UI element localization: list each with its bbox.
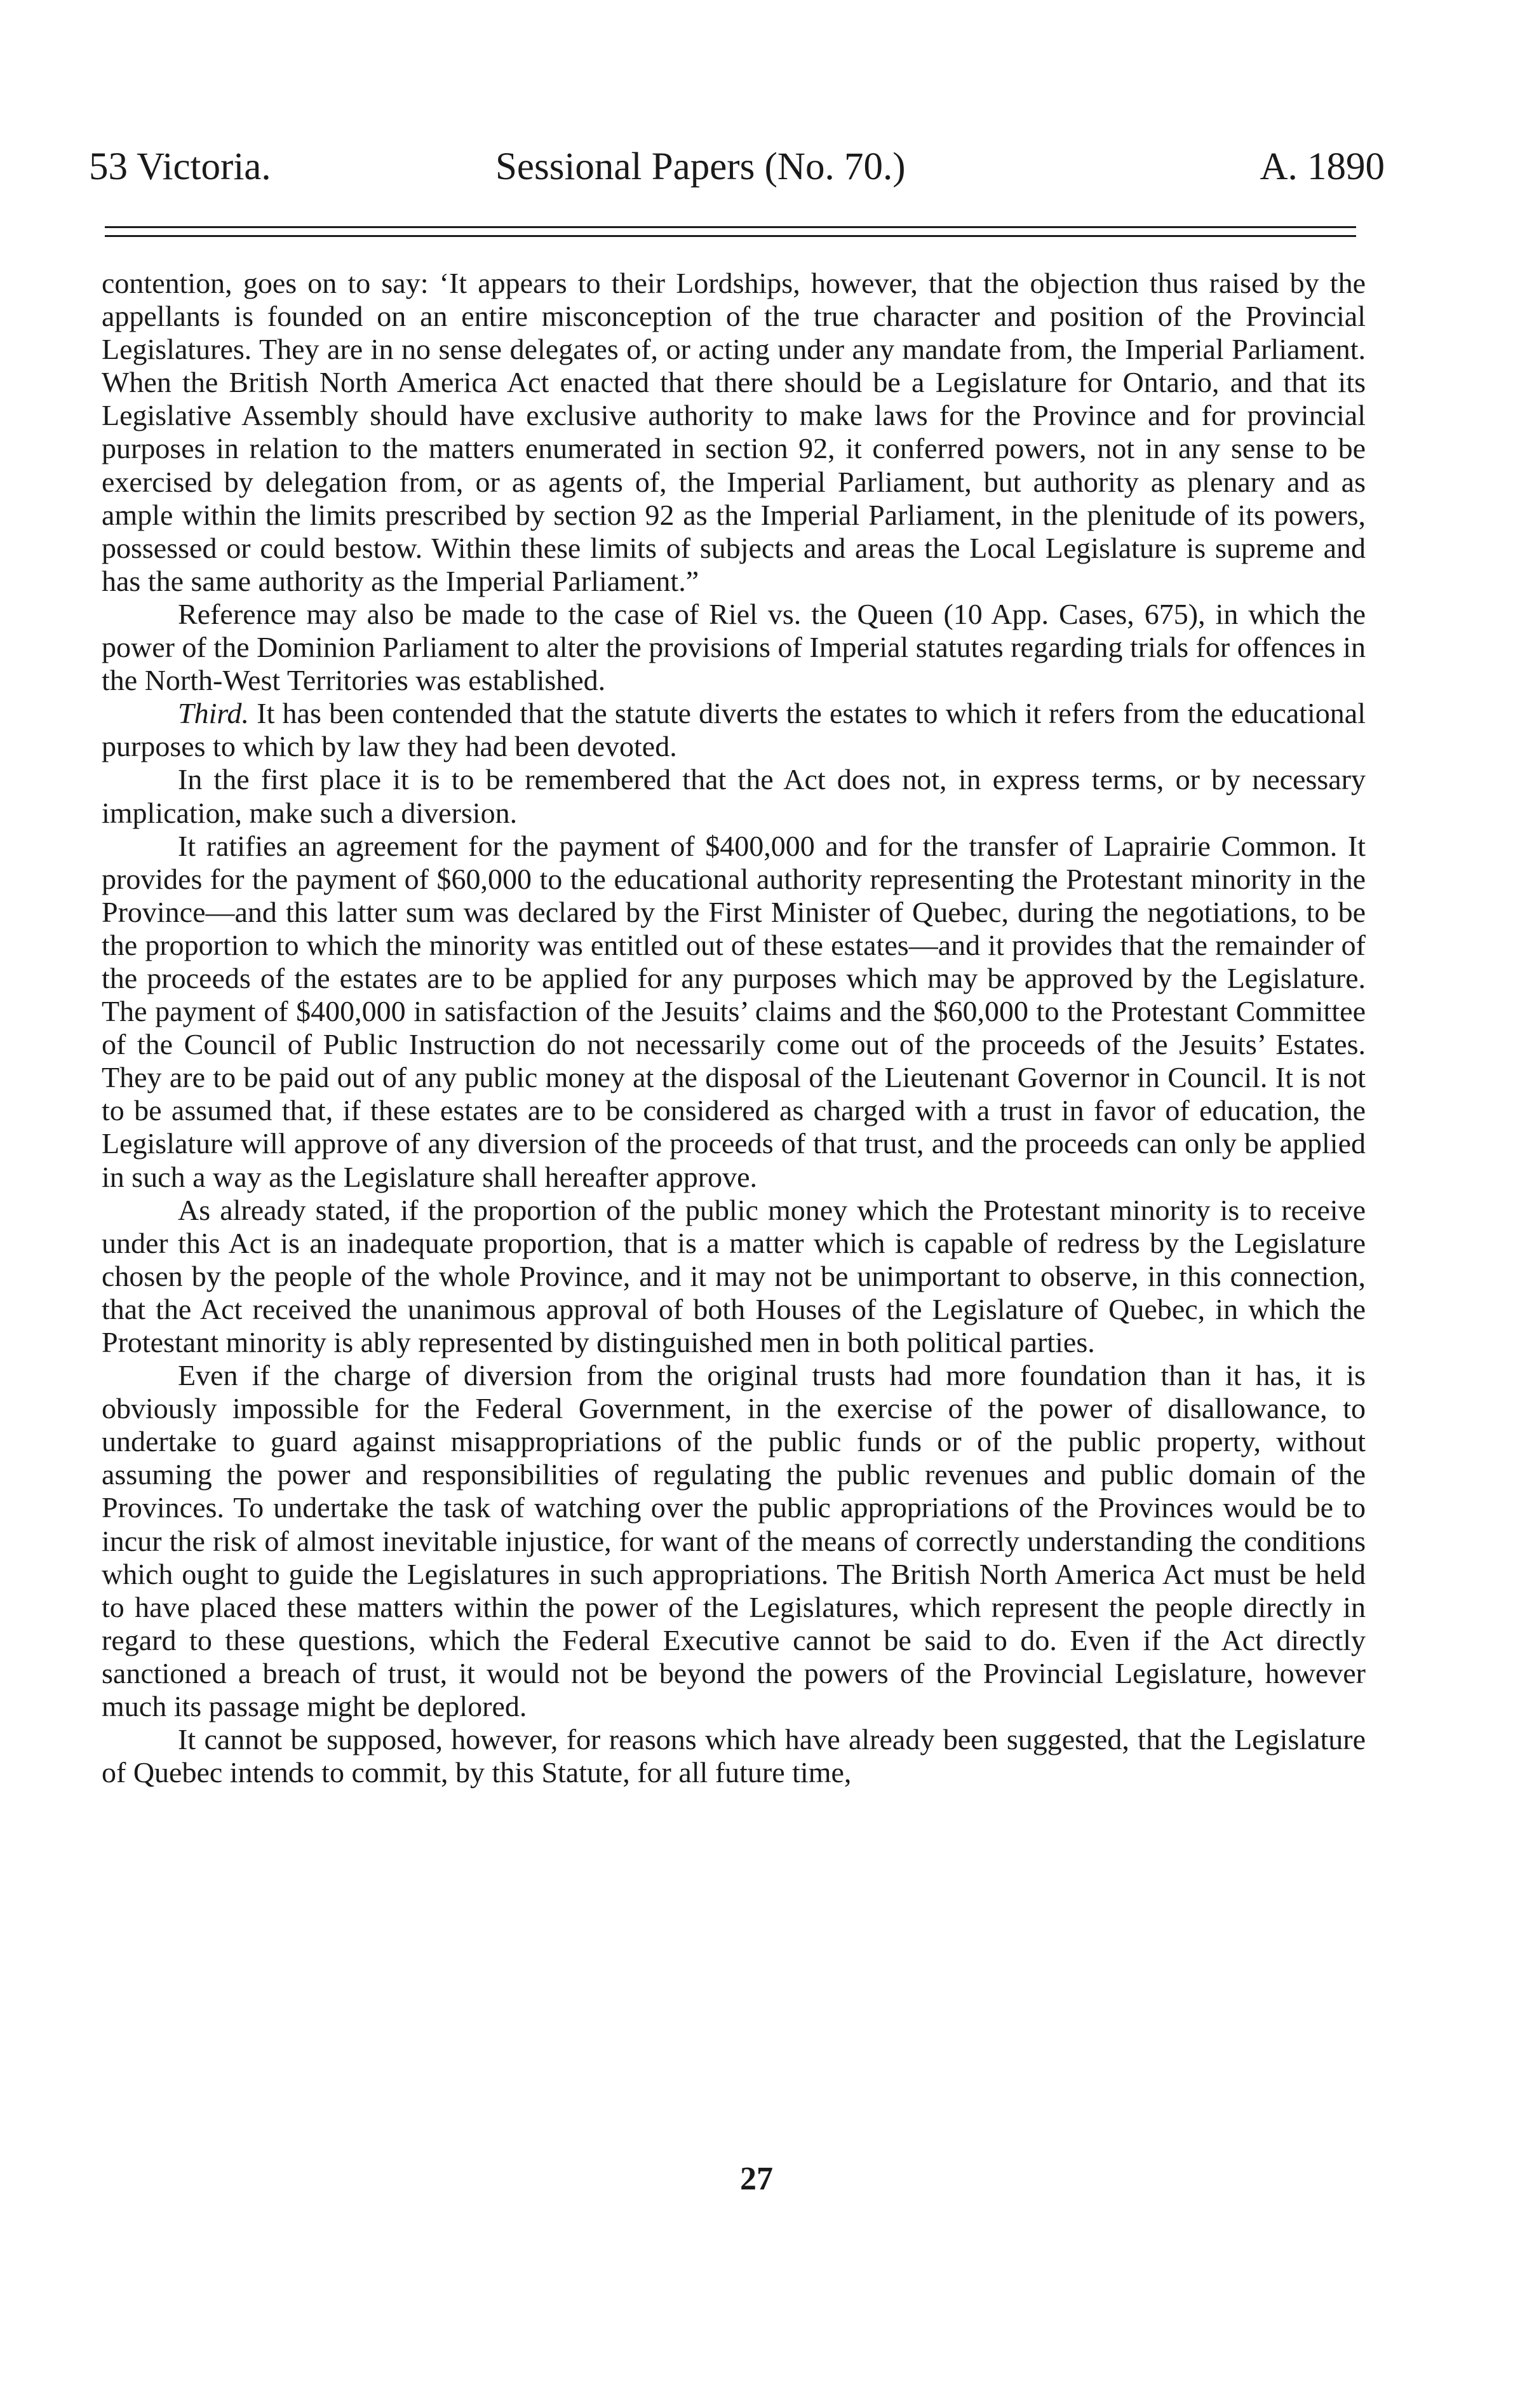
header-rule-top [105,226,1356,228]
header-title: Sessional Papers (No. 70.) [495,145,906,188]
third-label: Third. [178,697,250,730]
header-session: 53 Victoria. [89,145,271,188]
paragraph-agreement: It ratifies an agreement for the payment of $400,000 and for the transfer of Laprairie Common. It provides for the payment of $60,000 to the educational authority representing the Protestant minority in the Province—and this latter sum was declared by the First Minister of Quebec, during the negotiations, to be the proportion to which the minority was entitled out of these estates—and it provides that the remainder of the proceeds of the estates are to be applied for any purposes which may be approved by the Legislature. The payment of $400,000 in satisfaction of the Jesuits’ claims and the $60,000 to the Protestant Committee of the Council of Public Instruction do not necessarily come out of the proceeds of the Jesuits’ Estates. They are to be paid out of any public money at the disposal of the Lieutenant Governor in Council. It is not to be assumed that, if these estates are to be considered as charged with a trust in favor of education, the Legislature will approve of any diversion of the proceeds of that trust, and the proceeds can only be applied in such a way as the Legislature shall hereafter approve. [102,829,1366,1193]
paragraph-diversion-charge: Even if the charge of diversion from the original trusts had more foundation than it has, it is obviously impossible for the Federal Government, in the exercise of the power of disallowance, to undertake to guard against misappropriations of the public funds or of the public property, without assuming the power and responsibilities of regulating the public revenues and public domain of the Provinces. To undertake the task of watching over the public appropriations of the Provinces would be to incur the risk of almost inevitable injustice, for want of the means of correctly understanding the conditions which ought to guide the Legislatures in such appropriations. The British North America Act must be held to have placed these matters within the power of the Legislatures, which represent the people directly in regard to these questions, which the Federal Executive cannot be said to do. Even if the Act directly sanctioned a breach of trust, it would not be beyond the powers of the Provincial Legislature, however much its passage might be deplored. [102,1359,1366,1723]
paragraph-protestant-minority: As already stated, if the proportion of the public money which the Protestant minority is to receive under this Act is an inadequate proportion, that is a matter which is capable of redress by the Legislature chosen by the people of the whole Province, and it may not be unimportant to observe, in this connection, that the Act received the unanimous approval of both Houses of the Legislature of Quebec, in which the Protestant minority is ably represented by distinguished men in both political parties. [102,1193,1366,1358]
running-header [89,139,1385,196]
page-number: 27 [740,2161,773,2197]
paragraph-riel-case: Reference may also be made to the case of Riel vs. the Queen (10 App. Cases, 675), in which the power of the Dominion Parliament to alter the provisions of Imperial statutes regarding trials for offences in the North-West Territories was established. [102,597,1366,697]
paragraph-cannot-be-supposed: It cannot be supposed, however, for reasons which have already been suggested, that the Legislature of Quebec intends to commit, by this Statute, for all future time, [102,1723,1366,1789]
document-body [102,267,1366,1789]
header-rule-bottom [105,235,1356,237]
paragraph-third-point [102,697,1366,763]
paragraph-privy-council-quote: contention, goes on to say: ‘It appears to their Lordships, however, that the objection thus raised by the appellants is founded on an entire misconception of the true character and position of the Provincial Legislatures. They are in no sense delegates of, or acting under any mandate from, the Imperial Parliament. When the British North America Act enacted that there should be a Legislature for Ontario, and that its Legislative Assembly should have exclusive authority to make laws for the Province and for provincial purposes in relation to the matters enumerated in section 92, it conferred powers, not in any sense to be exercised by delegation from, or as agents of, the Imperial Parliament, but authority as plenary and as ample within the limits prescribed by section 92 as the Imperial Parliament, in the plenitude of its powers, possessed or could bestow. Within these limits of subjects and areas the Local Legislature is supreme and has the same authority as the Imperial Parliament.” [102,267,1366,597]
paragraph-first-place: In the first place it is to be remembered that the Act does not, in express terms, or by necessary implication, make such a diversion. [102,763,1366,829]
third-point-text: It has been contended that the statute diverts the estates to which it refers from the educational purposes to which by law they had been devoted. [102,697,1366,763]
header-year: A. 1890 [1260,145,1385,188]
